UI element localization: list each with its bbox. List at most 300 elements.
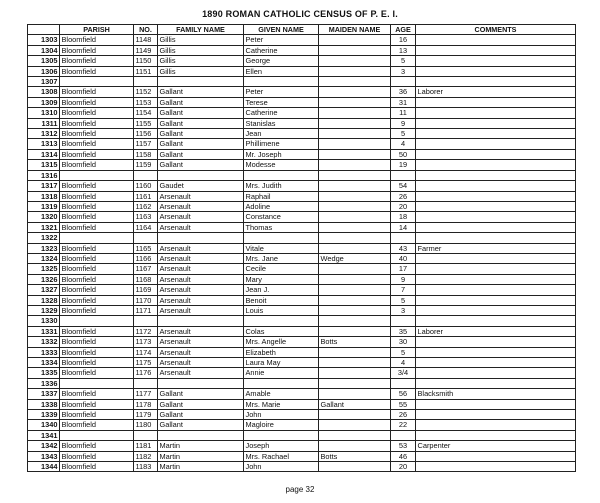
parish-cell: Bloomfield	[60, 462, 134, 472]
age-cell	[391, 233, 416, 243]
record-number-cell	[134, 430, 158, 440]
family-name-cell: Arsenault	[158, 295, 244, 305]
maiden-name-cell: Gallant	[319, 399, 391, 409]
age-cell: 31	[391, 97, 416, 107]
parish-cell: Bloomfield	[60, 451, 134, 461]
given-name-cell: Peter	[244, 87, 319, 97]
row-number-cell: 1343	[28, 451, 60, 461]
parish-cell	[60, 77, 134, 87]
family-name-cell: Gallant	[158, 410, 244, 420]
comments-cell	[416, 253, 576, 263]
comments-cell	[416, 45, 576, 55]
row-number-cell: 1315	[28, 160, 60, 170]
comments-cell	[416, 430, 576, 440]
table-row	[28, 129, 576, 139]
parish-cell: Bloomfield	[60, 274, 134, 284]
row-number-cell: 1328	[28, 295, 60, 305]
maiden-name-cell	[319, 35, 391, 45]
family-name-cell: Arsenault	[158, 212, 244, 222]
table-row	[28, 45, 576, 55]
comments-cell	[416, 222, 576, 232]
parish-cell	[60, 170, 134, 180]
record-number-cell: 1156	[134, 129, 158, 139]
maiden-name-cell	[319, 430, 391, 440]
table-row	[28, 77, 576, 87]
maiden-name-cell	[319, 316, 391, 326]
comments-cell	[416, 420, 576, 430]
maiden-name-cell	[319, 66, 391, 76]
family-name-cell: Gallant	[158, 97, 244, 107]
family-name-cell: Martin	[158, 441, 244, 451]
record-number-cell: 1172	[134, 326, 158, 336]
row-number-cell: 1324	[28, 253, 60, 263]
table-row	[28, 337, 576, 347]
table-row	[28, 149, 576, 159]
header-family-name: FAMILY NAME	[158, 25, 244, 35]
age-cell: 3	[391, 66, 416, 76]
row-number-cell: 1318	[28, 191, 60, 201]
family-name-cell: Arsenault	[158, 305, 244, 315]
age-cell: 53	[391, 441, 416, 451]
given-name-cell: Laura May	[244, 358, 319, 368]
family-name-cell: Arsenault	[158, 285, 244, 295]
record-number-cell: 1149	[134, 45, 158, 55]
maiden-name-cell	[319, 118, 391, 128]
header-row-number	[28, 25, 60, 35]
given-name-cell: Catherine	[244, 108, 319, 118]
family-name-cell: Martin	[158, 462, 244, 472]
table-row	[28, 451, 576, 461]
row-number-cell: 1340	[28, 420, 60, 430]
table-row	[28, 170, 576, 180]
row-number-cell: 1312	[28, 129, 60, 139]
record-number-cell: 1155	[134, 118, 158, 128]
row-number-cell: 1307	[28, 77, 60, 87]
given-name-cell: Elizabeth	[244, 347, 319, 357]
parish-cell	[60, 233, 134, 243]
age-cell: 43	[391, 243, 416, 253]
table-row	[28, 108, 576, 118]
parish-cell	[60, 316, 134, 326]
comments-cell	[416, 410, 576, 420]
comments-cell: Blacksmith	[416, 389, 576, 399]
comments-cell	[416, 337, 576, 347]
record-number-cell: 1163	[134, 212, 158, 222]
parish-cell: Bloomfield	[60, 160, 134, 170]
family-name-cell: Gallant	[158, 129, 244, 139]
given-name-cell: Mrs. Judith	[244, 181, 319, 191]
comments-cell	[416, 451, 576, 461]
family-name-cell: Arsenault	[158, 337, 244, 347]
given-name-cell: John	[244, 410, 319, 420]
record-number-cell: 1175	[134, 358, 158, 368]
row-number-cell: 1335	[28, 368, 60, 378]
age-cell: 22	[391, 420, 416, 430]
parish-cell: Bloomfield	[60, 337, 134, 347]
header-comments: COMMENTS	[416, 25, 576, 35]
given-name-cell: Terese	[244, 97, 319, 107]
age-cell: 5	[391, 347, 416, 357]
row-number-cell: 1326	[28, 274, 60, 284]
comments-cell	[416, 347, 576, 357]
parish-cell: Bloomfield	[60, 305, 134, 315]
comments-cell	[416, 358, 576, 368]
maiden-name-cell	[319, 108, 391, 118]
record-number-cell	[134, 170, 158, 180]
given-name-cell: Joseph	[244, 441, 319, 451]
given-name-cell: Amable	[244, 389, 319, 399]
given-name-cell: Mr. Joseph	[244, 149, 319, 159]
age-cell	[391, 77, 416, 87]
table-row	[28, 358, 576, 368]
maiden-name-cell	[319, 181, 391, 191]
parish-cell: Bloomfield	[60, 326, 134, 336]
given-name-cell: Phillimene	[244, 139, 319, 149]
parish-cell: Bloomfield	[60, 129, 134, 139]
maiden-name-cell	[319, 149, 391, 159]
parish-cell: Bloomfield	[60, 87, 134, 97]
comments-cell	[416, 97, 576, 107]
family-name-cell: Arsenault	[158, 326, 244, 336]
comments-cell	[416, 139, 576, 149]
record-number-cell	[134, 77, 158, 87]
age-cell	[391, 430, 416, 440]
record-number-cell: 1160	[134, 181, 158, 191]
age-cell: 16	[391, 35, 416, 45]
comments-cell	[416, 264, 576, 274]
row-number-cell: 1341	[28, 430, 60, 440]
age-cell: 36	[391, 87, 416, 97]
maiden-name-cell	[319, 410, 391, 420]
row-number-cell: 1310	[28, 108, 60, 118]
family-name-cell	[158, 233, 244, 243]
header-no: NO.	[134, 25, 158, 35]
family-name-cell: Gallant	[158, 389, 244, 399]
comments-cell	[416, 233, 576, 243]
comments-cell	[416, 368, 576, 378]
row-number-cell: 1304	[28, 45, 60, 55]
age-cell: 3/4	[391, 368, 416, 378]
record-number-cell: 1171	[134, 305, 158, 315]
row-number-cell: 1329	[28, 305, 60, 315]
family-name-cell: Gallant	[158, 139, 244, 149]
row-number-cell: 1308	[28, 87, 60, 97]
maiden-name-cell	[319, 358, 391, 368]
given-name-cell: John	[244, 462, 319, 472]
age-cell: 26	[391, 191, 416, 201]
family-name-cell: Gallant	[158, 420, 244, 430]
family-name-cell: Gillis	[158, 35, 244, 45]
table-row	[28, 160, 576, 170]
parish-cell: Bloomfield	[60, 66, 134, 76]
row-number-cell: 1313	[28, 139, 60, 149]
record-number-cell: 1168	[134, 274, 158, 284]
maiden-name-cell	[319, 97, 391, 107]
maiden-name-cell	[319, 170, 391, 180]
given-name-cell: Adoline	[244, 201, 319, 211]
comments-cell	[416, 129, 576, 139]
age-cell: 5	[391, 129, 416, 139]
age-cell: 56	[391, 389, 416, 399]
given-name-cell: Mrs. Marie	[244, 399, 319, 409]
table-row	[28, 35, 576, 45]
table-row	[28, 441, 576, 451]
row-number-cell: 1338	[28, 399, 60, 409]
given-name-cell: Thomas	[244, 222, 319, 232]
family-name-cell: Martin	[158, 451, 244, 461]
maiden-name-cell	[319, 389, 391, 399]
age-cell: 4	[391, 139, 416, 149]
family-name-cell: Arsenault	[158, 274, 244, 284]
parish-cell: Bloomfield	[60, 264, 134, 274]
family-name-cell: Arsenault	[158, 368, 244, 378]
age-cell: 13	[391, 45, 416, 55]
age-cell: 14	[391, 222, 416, 232]
record-number-cell: 1151	[134, 66, 158, 76]
page-title: 1890 ROMAN CATHOLIC CENSUS OF P. E. I.	[202, 9, 398, 19]
family-name-cell	[158, 430, 244, 440]
census-body	[28, 35, 576, 472]
record-number-cell: 1177	[134, 389, 158, 399]
family-name-cell: Arsenault	[158, 264, 244, 274]
header-row	[28, 25, 576, 35]
row-number-cell: 1339	[28, 410, 60, 420]
table-row	[28, 66, 576, 76]
age-cell: 40	[391, 253, 416, 263]
family-name-cell: Arsenault	[158, 191, 244, 201]
age-cell	[391, 316, 416, 326]
maiden-name-cell	[319, 378, 391, 388]
parish-cell: Bloomfield	[60, 139, 134, 149]
record-number-cell: 1167	[134, 264, 158, 274]
record-number-cell: 1153	[134, 97, 158, 107]
given-name-cell	[244, 77, 319, 87]
age-cell: 20	[391, 201, 416, 211]
table-row	[28, 462, 576, 472]
comments-cell	[416, 108, 576, 118]
comments-cell	[416, 201, 576, 211]
parish-cell: Bloomfield	[60, 97, 134, 107]
record-number-cell	[134, 378, 158, 388]
given-name-cell: Catherine	[244, 45, 319, 55]
header-age: AGE	[391, 25, 416, 35]
comments-cell	[416, 170, 576, 180]
table-row	[28, 420, 576, 430]
comments-cell	[416, 462, 576, 472]
record-number-cell: 1178	[134, 399, 158, 409]
maiden-name-cell	[319, 129, 391, 139]
record-number-cell: 1166	[134, 253, 158, 263]
record-number-cell: 1173	[134, 337, 158, 347]
table-row	[28, 243, 576, 253]
given-name-cell	[244, 170, 319, 180]
given-name-cell: Raphail	[244, 191, 319, 201]
table-row	[28, 222, 576, 232]
parish-cell: Bloomfield	[60, 35, 134, 45]
family-name-cell: Gallant	[158, 118, 244, 128]
age-cell: 17	[391, 264, 416, 274]
row-number-cell: 1309	[28, 97, 60, 107]
family-name-cell: Arsenault	[158, 253, 244, 263]
maiden-name-cell	[319, 77, 391, 87]
given-name-cell: Mrs. Jane	[244, 253, 319, 263]
parish-cell	[60, 378, 134, 388]
comments-cell	[416, 160, 576, 170]
parish-cell: Bloomfield	[60, 212, 134, 222]
comments-cell	[416, 181, 576, 191]
record-number-cell: 1181	[134, 441, 158, 451]
comments-cell	[416, 77, 576, 87]
row-number-cell: 1325	[28, 264, 60, 274]
family-name-cell: Gallant	[158, 87, 244, 97]
given-name-cell	[244, 378, 319, 388]
parish-cell: Bloomfield	[60, 441, 134, 451]
table-row	[28, 264, 576, 274]
maiden-name-cell	[319, 201, 391, 211]
row-number-cell: 1336	[28, 378, 60, 388]
family-name-cell: Arsenault	[158, 243, 244, 253]
family-name-cell: Arsenault	[158, 222, 244, 232]
age-cell: 5	[391, 56, 416, 66]
age-cell: 54	[391, 181, 416, 191]
table-row	[28, 191, 576, 201]
maiden-name-cell	[319, 243, 391, 253]
table-row	[28, 233, 576, 243]
table-row	[28, 389, 576, 399]
given-name-cell: Annie	[244, 368, 319, 378]
given-name-cell: Mrs. Rachael	[244, 451, 319, 461]
header-maiden-name: MAIDEN NAME	[319, 25, 391, 35]
parish-cell: Bloomfield	[60, 149, 134, 159]
record-number-cell: 1169	[134, 285, 158, 295]
maiden-name-cell	[319, 420, 391, 430]
comments-cell	[416, 66, 576, 76]
maiden-name-cell	[319, 305, 391, 315]
record-number-cell: 1152	[134, 87, 158, 97]
age-cell: 5	[391, 295, 416, 305]
maiden-name-cell: Wedge	[319, 253, 391, 263]
row-number-cell: 1306	[28, 66, 60, 76]
record-number-cell: 1179	[134, 410, 158, 420]
record-number-cell: 1154	[134, 108, 158, 118]
maiden-name-cell: Botts	[319, 451, 391, 461]
age-cell: 55	[391, 399, 416, 409]
maiden-name-cell	[319, 222, 391, 232]
given-name-cell: George	[244, 56, 319, 66]
parish-cell: Bloomfield	[60, 118, 134, 128]
family-name-cell: Gaudet	[158, 181, 244, 191]
row-number-cell: 1305	[28, 56, 60, 66]
age-cell: 4	[391, 358, 416, 368]
table-row	[28, 347, 576, 357]
record-number-cell: 1170	[134, 295, 158, 305]
parish-cell: Bloomfield	[60, 253, 134, 263]
given-name-cell	[244, 430, 319, 440]
table-row	[28, 118, 576, 128]
table-row	[28, 201, 576, 211]
table-row	[28, 399, 576, 409]
maiden-name-cell	[319, 274, 391, 284]
parish-cell: Bloomfield	[60, 347, 134, 357]
row-number-cell: 1303	[28, 35, 60, 45]
record-number-cell: 1182	[134, 451, 158, 461]
maiden-name-cell	[319, 368, 391, 378]
comments-cell	[416, 56, 576, 66]
page-number: page 32	[285, 485, 315, 494]
given-name-cell: Benoit	[244, 295, 319, 305]
comments-cell: Carpenter	[416, 441, 576, 451]
table-row	[28, 368, 576, 378]
parish-cell: Bloomfield	[60, 191, 134, 201]
maiden-name-cell	[319, 160, 391, 170]
maiden-name-cell	[319, 139, 391, 149]
age-cell: 11	[391, 108, 416, 118]
table-row	[28, 410, 576, 420]
record-number-cell: 1158	[134, 149, 158, 159]
age-cell: 46	[391, 451, 416, 461]
row-number-cell: 1314	[28, 149, 60, 159]
given-name-cell	[244, 316, 319, 326]
age-cell: 18	[391, 212, 416, 222]
table-row	[28, 181, 576, 191]
given-name-cell: Jean J.	[244, 285, 319, 295]
family-name-cell	[158, 77, 244, 87]
maiden-name-cell	[319, 285, 391, 295]
table-row	[28, 87, 576, 97]
parish-cell: Bloomfield	[60, 358, 134, 368]
family-name-cell: Gillis	[158, 56, 244, 66]
age-cell: 19	[391, 160, 416, 170]
row-number-cell: 1323	[28, 243, 60, 253]
family-name-cell: Arsenault	[158, 347, 244, 357]
comments-cell	[416, 118, 576, 128]
given-name-cell: Mary	[244, 274, 319, 284]
parish-cell: Bloomfield	[60, 399, 134, 409]
age-cell: 9	[391, 118, 416, 128]
row-number-cell: 1320	[28, 212, 60, 222]
header-parish: PARISH	[60, 25, 134, 35]
maiden-name-cell	[319, 87, 391, 97]
table-row	[28, 285, 576, 295]
given-name-cell: Mrs. Angelle	[244, 337, 319, 347]
family-name-cell: Gallant	[158, 399, 244, 409]
maiden-name-cell	[319, 264, 391, 274]
comments-cell	[416, 191, 576, 201]
family-name-cell: Arsenault	[158, 201, 244, 211]
given-name-cell: Louis	[244, 305, 319, 315]
age-cell	[391, 170, 416, 180]
record-number-cell: 1164	[134, 222, 158, 232]
age-cell: 3	[391, 305, 416, 315]
comments-cell	[416, 305, 576, 315]
parish-cell: Bloomfield	[60, 45, 134, 55]
parish-cell: Bloomfield	[60, 295, 134, 305]
record-number-cell: 1161	[134, 191, 158, 201]
record-number-cell: 1176	[134, 368, 158, 378]
parish-cell	[60, 430, 134, 440]
comments-cell: Laborer	[416, 87, 576, 97]
record-number-cell: 1150	[134, 56, 158, 66]
maiden-name-cell	[319, 347, 391, 357]
record-number-cell: 1183	[134, 462, 158, 472]
family-name-cell: Gallant	[158, 160, 244, 170]
given-name-cell: Magloire	[244, 420, 319, 430]
age-cell: 30	[391, 337, 416, 347]
maiden-name-cell	[319, 441, 391, 451]
given-name-cell: Colas	[244, 326, 319, 336]
row-number-cell: 1342	[28, 441, 60, 451]
table-row	[28, 295, 576, 305]
